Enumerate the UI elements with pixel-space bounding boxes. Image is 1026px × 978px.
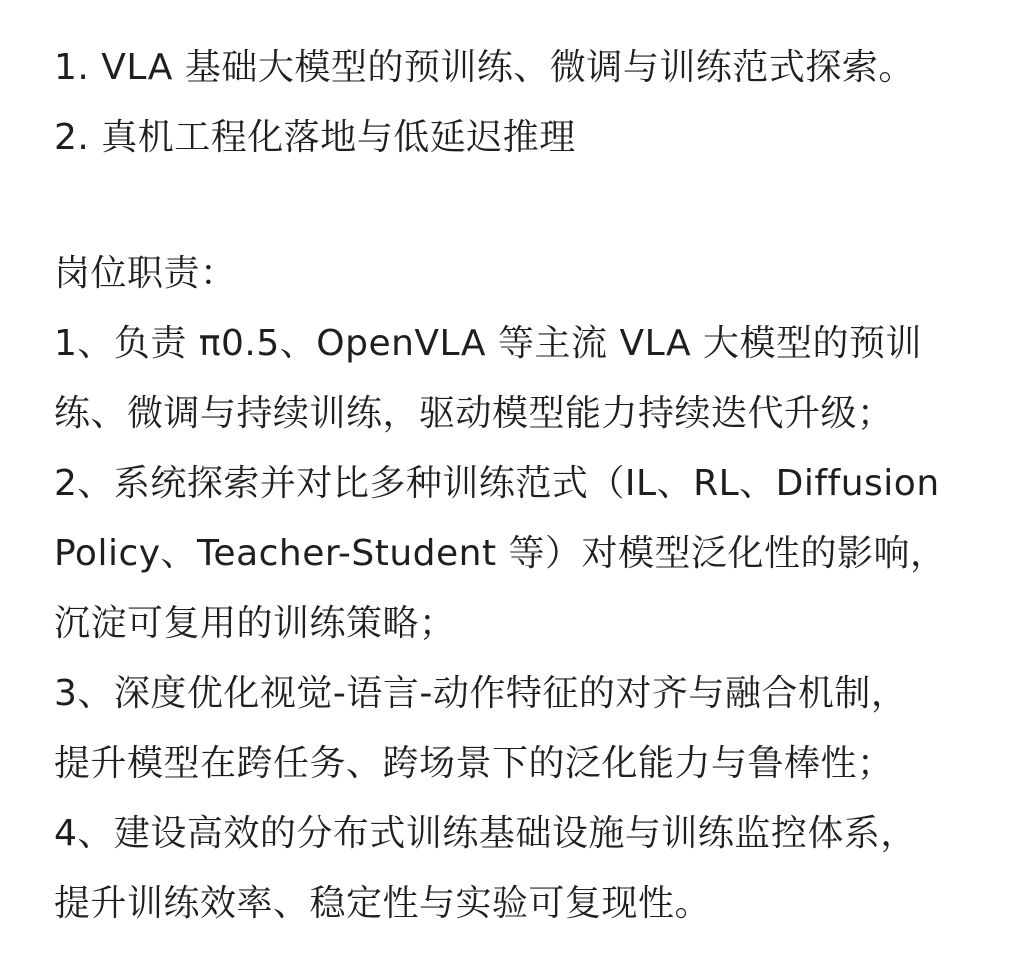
intro-list [54,33,1026,173]
responsibility-line: 3、深度优化视觉-语言-动作特征的对齐与融合机制， [54,673,908,714]
responsibility-line: 提升训练效率、稳定性与实验可复现性。 [54,883,712,924]
responsibility-line: 1、负责 π0.5、OpenVLA 等主流 VLA 大模型的预训 [54,323,923,364]
responsibilities-section [54,239,1026,939]
responsibility-line: 提升模型在跨任务、跨场景下的泛化能力与鲁棒性； [54,743,894,784]
responsibility-line: 2、系统探索并对比多种训练范式（IL、RL、Diffusion [54,463,940,504]
job-description-page [0,33,1026,978]
intro-item: 1. VLA 基础大模型的预训练、微调与训练范式探索。 [54,47,915,88]
responsibility-line: 沉淀可复用的训练策略； [54,603,456,644]
intro-item: 2. 真机工程化落地与低延迟推理 [54,117,576,158]
responsibilities-heading: 岗位职责： [54,253,237,294]
responsibility-line: Policy、Teacher-Student 等）对模型泛化性的影响， [54,533,947,574]
responsibility-line: 练、微调与持续训练，驱动模型能力持续迭代升级； [54,393,894,434]
responsibility-line: 4、建设高效的分布式训练基础设施与训练监控体系， [54,813,917,854]
spacer [54,173,1026,239]
